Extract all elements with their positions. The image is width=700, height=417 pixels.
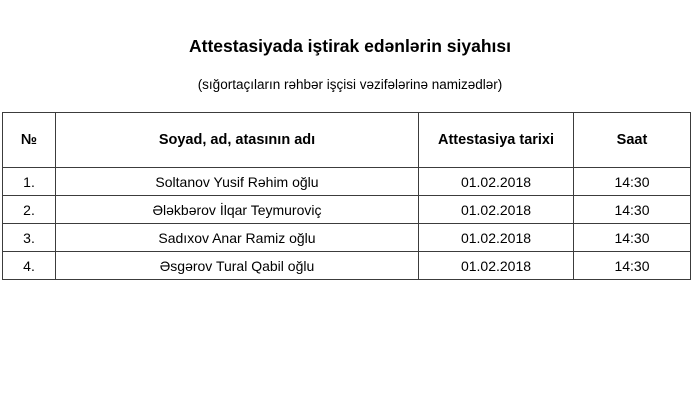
header-row bbox=[3, 113, 691, 168]
row-number-cell: 3. bbox=[3, 224, 56, 252]
row-number-cell: 4. bbox=[3, 252, 56, 280]
time-cell: 14:30 bbox=[574, 224, 691, 252]
name-cell: Sadıxov Anar Ramiz oğlu bbox=[56, 224, 419, 252]
col-header-name: Soyad, ad, atasının adı bbox=[56, 113, 419, 168]
table-body bbox=[3, 168, 691, 280]
time-cell: 14:30 bbox=[574, 196, 691, 224]
col-header-no: № bbox=[3, 113, 56, 168]
name-cell: Ələkbərov İlqar Teymuroviç bbox=[56, 196, 419, 224]
date-cell: 01.02.2018 bbox=[419, 252, 574, 280]
table-row bbox=[3, 224, 691, 252]
table-row bbox=[3, 196, 691, 224]
row-number-cell: 1. bbox=[3, 168, 56, 196]
date-cell: 01.02.2018 bbox=[419, 224, 574, 252]
name-cell: Soltanov Yusif Rəhim oğlu bbox=[56, 168, 419, 196]
table-row bbox=[3, 252, 691, 280]
name-cell: Əsgərov Tural Qabil oğlu bbox=[56, 252, 419, 280]
date-cell: 01.02.2018 bbox=[419, 168, 574, 196]
time-cell: 14:30 bbox=[574, 168, 691, 196]
page-title: Attestasiyada iştirak edənlərin siyahısı bbox=[189, 36, 511, 56]
page-subtitle: (sığortaçıların rəhbər işçisi vəzifələrinə namizədlər) bbox=[197, 77, 503, 92]
date-cell: 01.02.2018 bbox=[419, 196, 574, 224]
col-header-date: Attestasiya tarixi bbox=[419, 113, 574, 168]
time-cell: 14:30 bbox=[574, 252, 691, 280]
row-number-cell: 2. bbox=[3, 196, 56, 224]
participants-table bbox=[2, 112, 691, 280]
col-header-time: Saat bbox=[574, 113, 691, 168]
table-row bbox=[3, 168, 691, 196]
